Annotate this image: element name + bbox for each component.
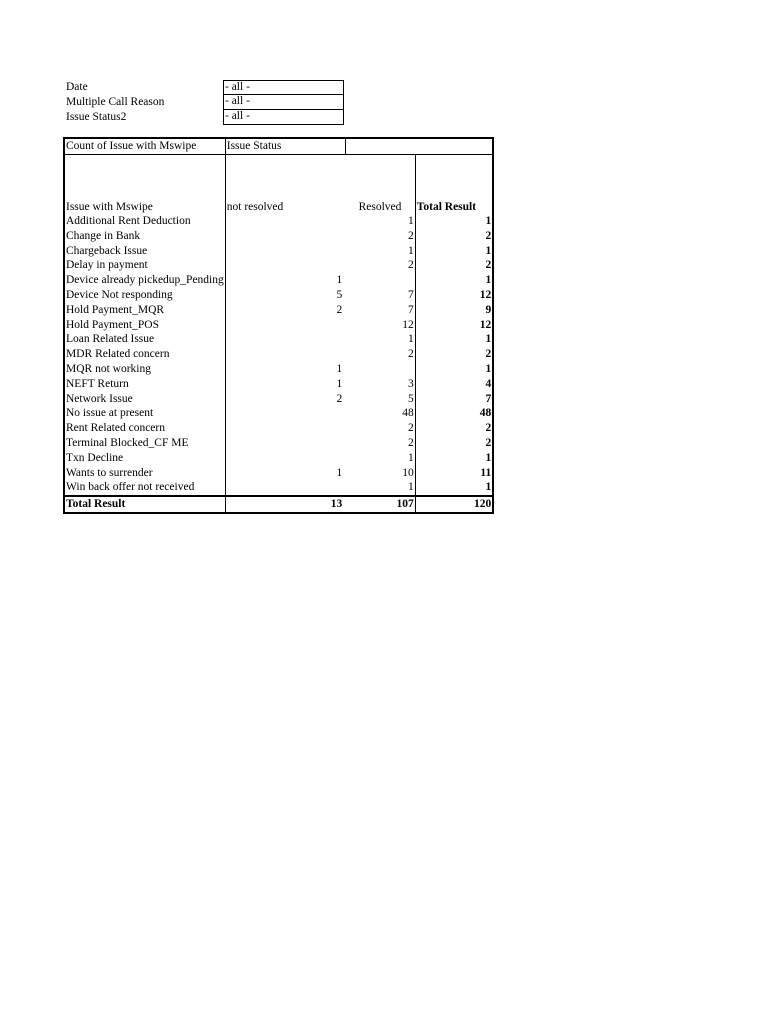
table-row (64, 273, 493, 288)
row-label: Network Issue (64, 391, 225, 406)
resolved-cell: 12 (345, 317, 415, 332)
resolved-cell: 2 (345, 258, 415, 273)
table-row (64, 450, 493, 465)
total-cell: 12 (479, 288, 492, 301)
row-label: Wants to surrender (64, 465, 225, 480)
total-cell: 7 (485, 392, 492, 405)
total-row-label: Total Result (64, 496, 225, 513)
table-row (64, 228, 493, 243)
not-resolved-cell: 1 (336, 377, 343, 390)
filter-multiple-call-reason (66, 95, 346, 110)
total-cell: 4 (485, 377, 492, 390)
total-cell: 1 (485, 362, 492, 375)
not-resolved-cell (225, 480, 345, 496)
spacer-cell (415, 154, 493, 199)
pivot-table (63, 137, 494, 514)
row-label: MDR Related concern (64, 347, 225, 362)
resolved-cell: 1 (345, 243, 415, 258)
table-row (64, 302, 493, 317)
pivot-header-row (64, 138, 493, 154)
row-label: Rent Related concern (64, 421, 225, 436)
total-cell: 1 (485, 333, 492, 346)
not-resolved-cell (225, 450, 345, 465)
not-resolved-cell: 1 (336, 466, 343, 479)
total-total-cell: 120 (415, 496, 493, 513)
total-cell: 1 (485, 214, 492, 227)
spacer-cell (64, 154, 225, 199)
spacer-cell (225, 154, 345, 199)
not-resolved-cell (225, 258, 345, 273)
table-row (64, 243, 493, 258)
table-row (64, 288, 493, 303)
not-resolved-cell: 5 (336, 288, 343, 301)
total-cell: 12 (479, 318, 492, 331)
table-row (64, 376, 493, 391)
total-cell: 2 (485, 259, 492, 272)
total-cell: 2 (485, 229, 492, 242)
table-row (64, 406, 493, 421)
table-row (64, 436, 493, 451)
filter-label: Issue Status2 (66, 111, 127, 123)
table-row (64, 332, 493, 347)
not-resolved-cell (225, 406, 345, 421)
not-resolved-cell (225, 332, 345, 347)
total-cell: 9 (485, 303, 492, 316)
filter-issue-status2-value[interactable]: - all - (223, 110, 344, 125)
not-resolved-cell: 2 (336, 303, 343, 316)
row-label: Loan Related Issue (64, 332, 225, 347)
filter-label: Date (66, 81, 88, 93)
row-label: No issue at present (64, 406, 225, 421)
row-label: Additional Rent Deduction (64, 214, 225, 229)
resolved-cell: 2 (345, 436, 415, 451)
not-resolved-cell (225, 421, 345, 436)
total-not-resolved-cell: 13 (225, 496, 345, 513)
pivot-column-header-row (64, 199, 493, 214)
not-resolved-cell (225, 228, 345, 243)
row-label: Chargeback Issue (64, 243, 225, 258)
filter-issue-status2 (66, 110, 346, 125)
table-row (64, 421, 493, 436)
col-header-total-result: Total Result (416, 200, 477, 213)
row-label: Hold Payment_MQR (64, 302, 225, 317)
row-label: Terminal Blocked_CF ME (64, 436, 225, 451)
row-label: Txn Decline (64, 450, 225, 465)
total-cell: 2 (485, 436, 492, 449)
resolved-cell (345, 362, 415, 377)
table-row (64, 347, 493, 362)
resolved-cell: 1 (345, 332, 415, 347)
total-cell: 2 (485, 422, 492, 435)
total-row (64, 496, 493, 513)
resolved-cell: 2 (345, 421, 415, 436)
filter-date-value[interactable]: - all - (223, 80, 344, 95)
resolved-cell: 1 (345, 450, 415, 465)
total-cell: 11 (480, 466, 492, 479)
row-label: Hold Payment_POS (64, 317, 225, 332)
resolved-cell: 48 (345, 406, 415, 421)
total-cell: 1 (485, 244, 492, 257)
row-label: Device already pickedup_Pending (66, 274, 224, 287)
resolved-cell: 5 (345, 391, 415, 406)
filter-panel (66, 80, 346, 125)
total-cell: 1 (485, 274, 492, 287)
not-resolved-cell (225, 317, 345, 332)
total-cell: 48 (479, 407, 492, 420)
table-row (64, 391, 493, 406)
not-resolved-cell (225, 347, 345, 362)
row-label: Win back offer not received (64, 480, 225, 496)
pivot-spacer-row (64, 154, 493, 199)
measure-label: Count of Issue with Mswipe (64, 138, 225, 154)
resolved-cell: 3 (345, 376, 415, 391)
col-header-resolved: Resolved (345, 199, 415, 214)
not-resolved-cell: 2 (336, 392, 343, 405)
not-resolved-cell (225, 214, 345, 229)
not-resolved-cell: 1 (336, 362, 343, 375)
table-row (64, 362, 493, 377)
spacer-cell (345, 154, 415, 199)
table-row (64, 214, 493, 229)
resolved-cell: 7 (345, 288, 415, 303)
col-header-not-resolved: not resolved (226, 200, 284, 213)
filter-multiple-call-reason-value[interactable]: - all - (223, 95, 344, 110)
not-resolved-cell: 1 (336, 274, 343, 287)
total-resolved-cell: 107 (345, 496, 415, 513)
row-label: Change in Bank (64, 228, 225, 243)
table-row (64, 480, 493, 496)
table-row (64, 465, 493, 480)
column-field-blank (345, 138, 493, 154)
not-resolved-cell (225, 243, 345, 258)
resolved-cell (345, 273, 415, 288)
total-cell: 2 (485, 348, 492, 361)
row-label: Device Not responding (64, 288, 225, 303)
resolved-cell: 10 (345, 465, 415, 480)
total-cell: 1 (485, 451, 492, 464)
resolved-cell: 7 (345, 302, 415, 317)
column-field-label[interactable]: Issue Status (225, 138, 345, 154)
resolved-cell: 1 (345, 214, 415, 229)
row-label: NEFT Return (64, 376, 225, 391)
filter-label: Multiple Call Reason (66, 96, 165, 108)
filter-date (66, 80, 346, 95)
resolved-cell: 2 (345, 347, 415, 362)
resolved-cell: 1 (345, 480, 415, 496)
row-label: Delay in payment (64, 258, 225, 273)
row-field-label[interactable]: Issue with Mswipe (64, 199, 225, 214)
row-label: MQR not working (64, 362, 225, 377)
table-row (64, 258, 493, 273)
total-cell: 1 (485, 481, 492, 494)
resolved-cell: 2 (345, 228, 415, 243)
not-resolved-cell (225, 436, 345, 451)
table-row (64, 317, 493, 332)
